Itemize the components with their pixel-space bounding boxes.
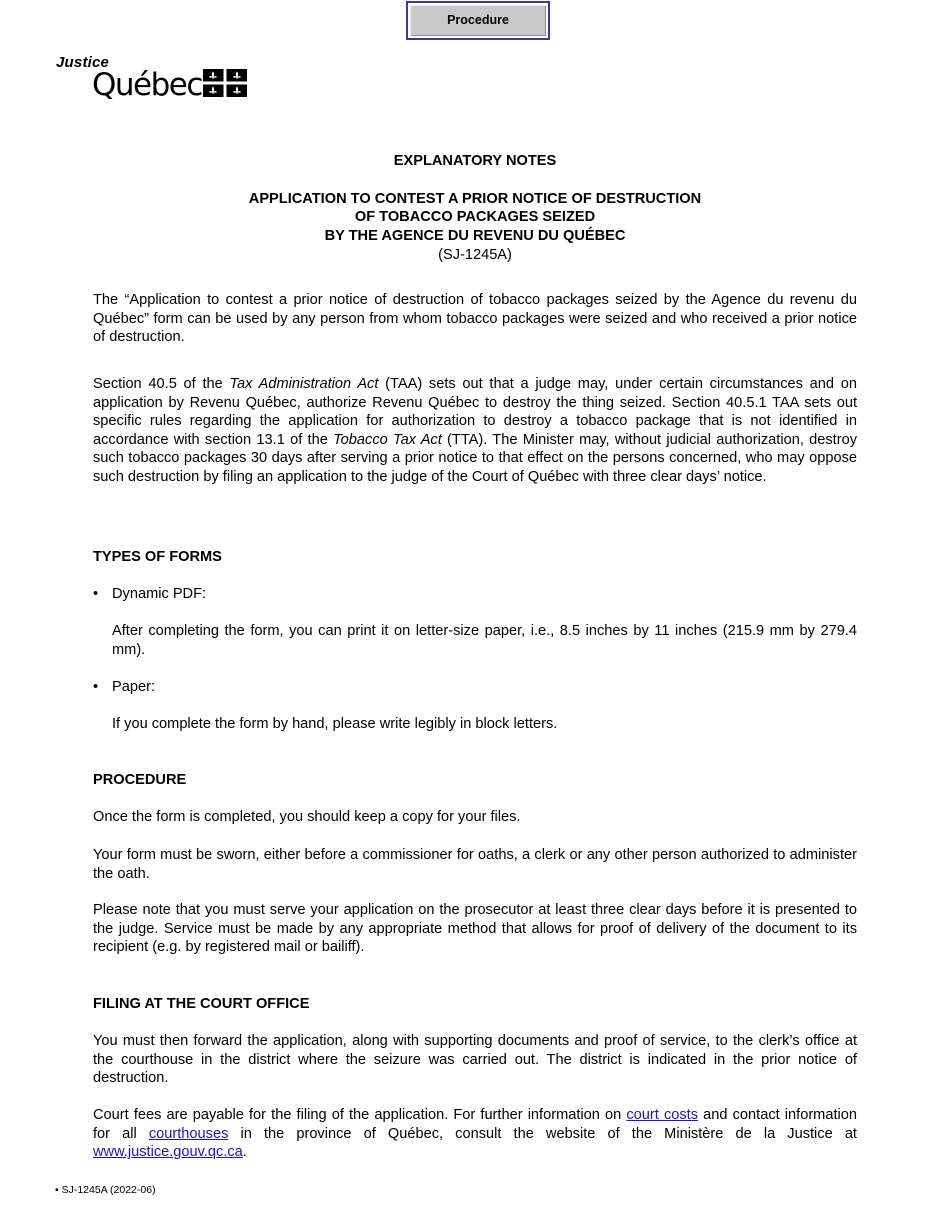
bullet-icon: • (93, 586, 99, 602)
procedure-heading: PROCEDURE (93, 772, 187, 788)
types-of-forms-heading: TYPES OF FORMS (93, 549, 222, 565)
procedure-paragraph-1: Once the form is completed, you should keep a copy for your files. (93, 809, 521, 825)
tobacco-tax-act-title: Tobacco Tax Act (333, 431, 442, 448)
page-title: EXPLANATORY NOTES (393, 153, 557, 169)
procedure-button-label[interactable]: Procedure (410, 5, 546, 36)
procedure-paragraph-2: Your form must be sworn, either before a commissioner for oaths, a clerk or any other person authorized to administer the oath. (93, 847, 857, 882)
justice-website-link[interactable]: www.justice.gouv.qc.ca (93, 1144, 243, 1161)
intro-paragraph: The “Application to contest a prior notice of destruction of tobacco packages seized by the Agence du revenu du Québec” form can be used by any person from whom tobacco packages were seized and who received a prior notice of destruction. (93, 292, 857, 346)
procedure-button[interactable] (406, 1, 550, 40)
section-40-5-text-c: (TTA). The Minister may, without judicial authorization, destroy such tobacco packages 30 days after serving a prior notice to that effect on the persons concerned, who may oppose such destruction by filing an application to the judge of the Court of Québec with three clear days’ notice. (93, 431, 857, 485)
logo-justice-text: Justice (56, 54, 110, 71)
filing-text-d: . (242, 1144, 247, 1161)
quebec-flag-icon (203, 69, 247, 97)
subtitle-line-3: BY THE AGENCE DU REVENU DU QUÉBEC (324, 228, 626, 244)
section-40-5-text-a: Section 40.5 of the (93, 376, 230, 392)
filing-heading: FILING AT THE COURT OFFICE (93, 996, 310, 1012)
subtitle-line-1: APPLICATION TO CONTEST A PRIOR NOTICE OF DESTRUCTION (248, 191, 702, 207)
paper-label: Paper: (112, 679, 155, 695)
subtitle-line-2: OF TOBACCO PACKAGES SEIZED (354, 209, 596, 225)
filing-text-c: in the province of Québec, consult the website of the Ministère de la Justice at (228, 1125, 857, 1142)
filing-paragraph-1: You must then forward the application, along with supporting documents and proof of service, to the clerk’s office at the courthouse in the district where the seizure was carried out. The district is indicated in the prior notice of destruction. (93, 1033, 857, 1087)
dynamic-pdf-description: After completing the form, you can print it on letter-size paper, i.e., 8.5 inches by 11 inches (215.9 mm by 279.4 mm). (112, 623, 857, 658)
procedure-paragraph-3: Please note that you must serve your application on the prosecutor at least three clear days before it is presented to the judge. Service must be made by any appropriate method that allows for proof of delivery of the document to its recipient (e.g. by registered mail or bailiff). (93, 902, 857, 956)
section-40-5-text-b: (TAA) sets out that a judge may, under certain circumstances and on application by Revenu Québec, authorize Revenu Québec to destroy the thing seized. Section 40.5.1 TAA sets out specific rules regarding the application for authorization to destroy a tobacco package that is not identified in accordance with section 13.1 of the (93, 376, 857, 448)
courthouses-link[interactable]: courthouses (148, 1125, 229, 1142)
form-footer-code: • SJ-1245A (2022-06) (55, 1184, 156, 1196)
bullet-icon: • (93, 679, 99, 695)
filing-paragraph-2 (93, 1106, 857, 1162)
filing-text-a: Court fees are payable for the filing of the application. For further information on (93, 1107, 627, 1123)
tax-administration-act-title: Tax Administration Act (229, 376, 379, 392)
form-code: (SJ-1245A) (438, 247, 512, 263)
dynamic-pdf-label: Dynamic PDF: (112, 586, 207, 602)
section-40-5-paragraph (93, 375, 857, 487)
justice-quebec-logo (55, 54, 255, 106)
paper-description: If you complete the form by hand, please write legibly in block letters. (112, 716, 558, 732)
logo-quebec-text: Québec (92, 67, 202, 103)
court-costs-link[interactable]: court costs (626, 1107, 699, 1123)
filing-text-b: and contact information for all (93, 1107, 857, 1142)
